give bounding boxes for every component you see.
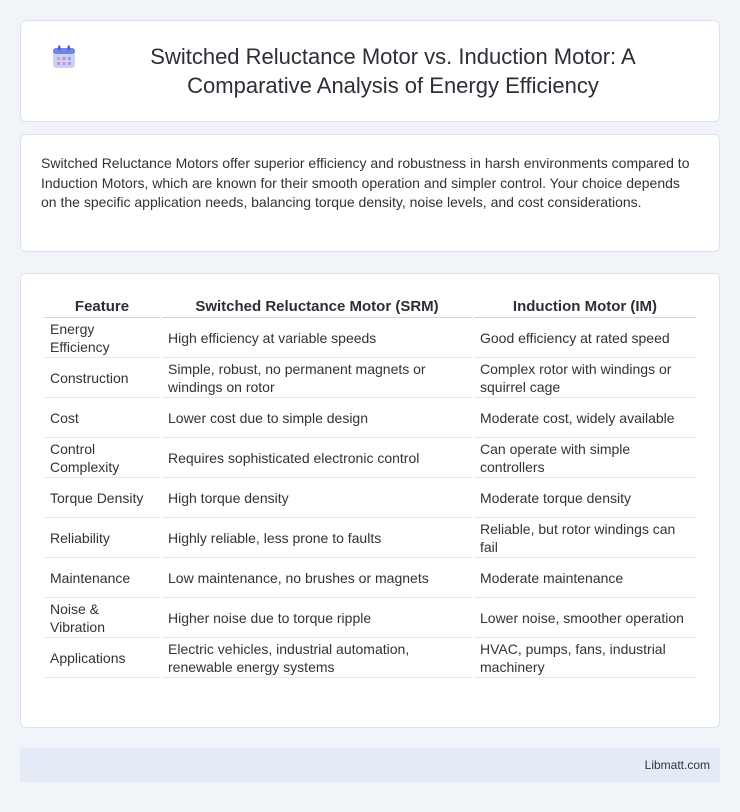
srm-cell: Highly reliable, less prone to faults	[162, 518, 472, 558]
im-cell: Reliable, but rotor windings can fail	[474, 518, 696, 558]
footer-brand[interactable]: Libmatt.com	[644, 758, 710, 772]
table-header-row	[44, 294, 696, 318]
feature-cell: Applications	[44, 638, 160, 678]
calendar-icon	[51, 44, 77, 70]
srm-cell: High torque density	[162, 478, 472, 518]
summary-card	[20, 134, 720, 252]
feature-cell: Reliability	[44, 518, 160, 558]
table-row	[44, 358, 696, 398]
srm-cell: Low maintenance, no brushes or magnets	[162, 558, 472, 598]
table-row	[44, 318, 696, 358]
header-feature: Feature	[44, 294, 160, 318]
page-title: Switched Reluctance Motor vs. Induction Motor: A Comparative Analysis of Energy Efficiency	[150, 44, 636, 98]
srm-cell: Higher noise due to torque ripple	[162, 598, 472, 638]
table-row	[44, 638, 696, 678]
title-card	[20, 20, 720, 122]
feature-cell: Control Complexity	[44, 438, 160, 478]
srm-cell: Requires sophisticated electronic control	[162, 438, 472, 478]
comparison-table	[42, 294, 698, 678]
im-cell: Complex rotor with windings or squirrel cage	[474, 358, 696, 398]
im-cell: HVAC, pumps, fans, industrial machinery	[474, 638, 696, 678]
table-row	[44, 478, 696, 518]
feature-cell: Energy Efficiency	[44, 318, 160, 358]
summary-paragraph: Switched Reluctance Motors offer superior efficiency and robustness in harsh environments compared to Induction Motors, which are known for their smooth operation and simpler control. Your choice depends on the specific application needs, balancing torque density, noise levels, and cost considerations.	[41, 155, 690, 210]
header-im: Induction Motor (IM)	[474, 294, 696, 318]
table-row	[44, 598, 696, 638]
feature-cell: Torque Density	[44, 478, 160, 518]
feature-cell: Maintenance	[44, 558, 160, 598]
table-row	[44, 398, 696, 438]
table-row	[44, 438, 696, 478]
title-wrap	[51, 42, 689, 100]
im-cell: Moderate cost, widely available	[474, 398, 696, 438]
feature-cell: Cost	[44, 398, 160, 438]
im-cell: Lower noise, smoother operation	[474, 598, 696, 638]
header-srm: Switched Reluctance Motor (SRM)	[162, 294, 472, 318]
comparison-table-card	[20, 273, 720, 728]
im-cell: Moderate maintenance	[474, 558, 696, 598]
feature-cell: Construction	[44, 358, 160, 398]
table-row	[44, 518, 696, 558]
srm-cell: Lower cost due to simple design	[162, 398, 472, 438]
im-cell: Moderate torque density	[474, 478, 696, 518]
footer-bar	[20, 748, 720, 782]
feature-cell: Noise & Vibration	[44, 598, 160, 638]
im-cell: Good efficiency at rated speed	[474, 318, 696, 358]
im-cell: Can operate with simple controllers	[474, 438, 696, 478]
srm-cell: High efficiency at variable speeds	[162, 318, 472, 358]
table-row	[44, 558, 696, 598]
srm-cell: Electric vehicles, industrial automation, renewable energy systems	[162, 638, 472, 678]
srm-cell: Simple, robust, no permanent magnets or windings on rotor	[162, 358, 472, 398]
